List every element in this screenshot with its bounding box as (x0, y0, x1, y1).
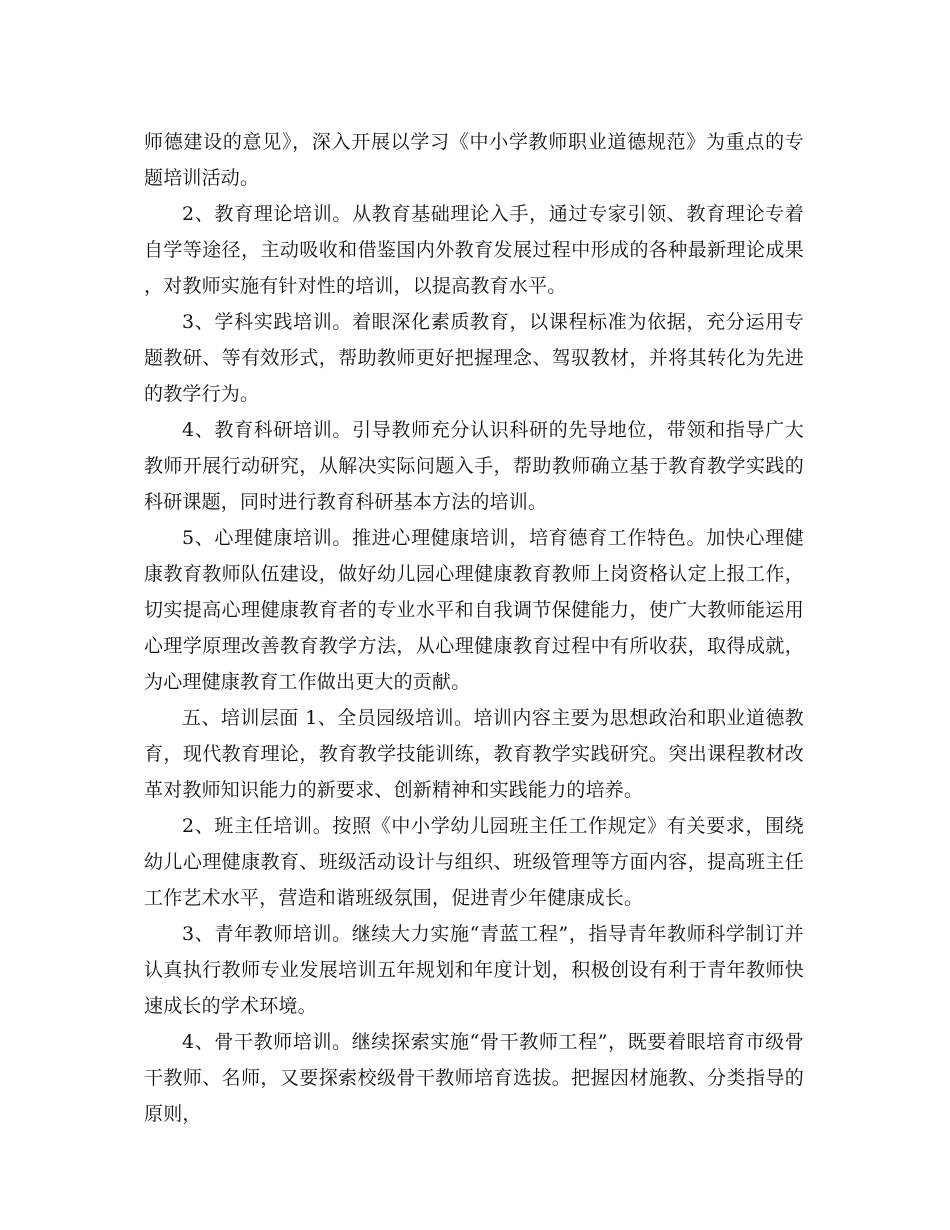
document-body (144, 124, 804, 1132)
paragraph-mental-health-training: 5、心理健康培训。推进心理健康培训，培育德育工作特色。加快心理健康教育教师队伍建设，做好幼儿园心理健康教育教师上岗资格认定上报工作，切实提高心理健康教育者的专业水平和自我调节保健能力，使广大教师能运用心理学原理改善教育教学方法，从心理健康教育过程中有所收获，取得成就，为心理健康教育工作做出更大的贡献。 (144, 527, 804, 693)
paragraph-training-levels: 五、培训层面 1、全员园级培训。培训内容主要为思想政治和职业道德教育，现代教育理论，教育教学技能训练，教育教学实践研究。突出课程教材改革对教师知识能力的新要求、创新精神和实践能力的培养。 (144, 707, 804, 801)
paragraph-education-theory-training: 2、教育理论培训。从教育基础理论入手，通过专家引领、教育理论专着自学等途径，主动吸收和借鉴国内外教育发展过程中形成的各种最新理论成果，对教师实施有针对性的培训，以提高教育水平。 (144, 203, 804, 297)
paragraph-head-teacher-training: 2、班主任培训。按照《中小学幼儿园班主任工作规定》有关要求，围绕幼儿心理健康教育、班级活动设计与组织、班级管理等方面内容，提高班主任工作艺术水平，营造和谐班级氛围，促进青少年健康成长。 (144, 815, 804, 909)
paragraph-research-training: 4、教育科研培训。引导教师充分认识科研的先导地位，带领和指导广大教师开展行动研究，从解决实际问题入手，帮助教师确立基于教育教学实践的科研课题，同时进行教育科研基本方法的培训。 (144, 419, 804, 513)
paragraph-subject-practice-training: 3、学科实践培训。着眼深化素质教育，以课程标准为依据，充分运用专题教研、等有效形式，帮助教师更好把握理念、驾驭教材，并将其转化为先进的教学行为。 (144, 311, 804, 405)
paragraph-backbone-teacher-training: 4、骨干教师培训。继续探索实施“骨干教师工程”，既要着眼培育市级骨干教师、名师，又要探索校级骨干教师培育选拔。把握因材施教、分类指导的原则， (144, 1031, 804, 1125)
paragraph-continuation: 师德建设的意见》，深入开展以学习《中小学教师职业道德规范》为重点的专题培训活动。 (144, 131, 804, 189)
paragraph-young-teacher-training: 3、青年教师培训。继续大力实施“青蓝工程”，指导青年教师科学制订并认真执行教师专业发展培训五年规划和年度计划，积极创设有利于青年教师快速成长的学术环境。 (144, 923, 804, 1017)
